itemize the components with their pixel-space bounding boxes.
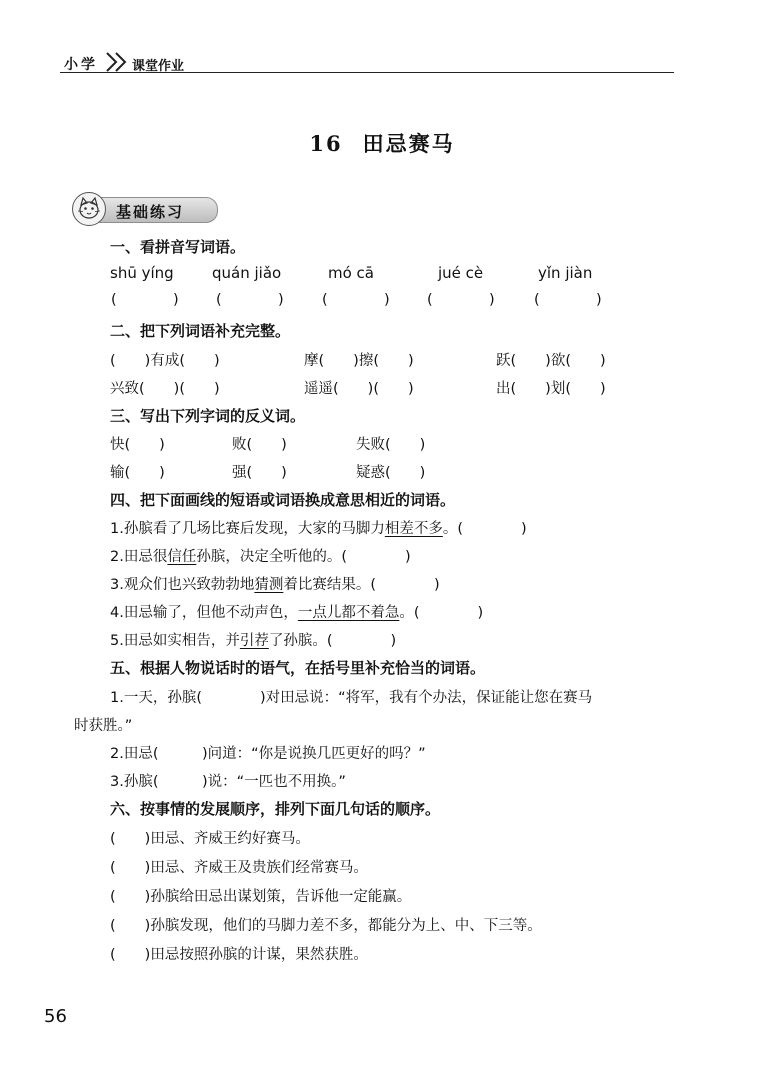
item-text: 着比赛结果。( ) (283, 577, 440, 593)
antonym-item: 强( ) (232, 465, 287, 481)
item-text: 。( ) (442, 521, 527, 537)
antonym-item: 失败( ) (356, 437, 426, 453)
order-item: ( )孙膑给田忌出谋划策，告诉他一定能赢。 (110, 889, 412, 905)
antonym-item: 疑惑( ) (356, 465, 426, 481)
lesson-number: 16 (309, 131, 343, 156)
section5-heading: 五、根据人物说话时的语气，在括号里补充恰当的词语。 (110, 659, 486, 677)
item-text: 孙膑，决定全听他的。( ) (196, 549, 411, 565)
page-number: 56 (44, 1006, 67, 1027)
answer-paren-close: ) (278, 292, 284, 308)
section1-heading: 一、看拼音写词语。 (110, 238, 246, 256)
answer-paren-open: ( (322, 292, 328, 308)
header-course: 课堂作业 (132, 59, 185, 74)
idiom-blank: ( )有成( ) (110, 353, 220, 369)
tone-item: 2.田忌( )问道：“你是说换几匹更好的吗？” (110, 746, 426, 762)
pinyin-3: mó cā (328, 264, 374, 282)
answer-paren-open: ( (216, 292, 222, 308)
section6-heading: 六、按事情的发展顺序，排列下面几句话的顺序。 (110, 800, 441, 818)
section2-heading: 二、把下列词语补充完整。 (110, 322, 291, 340)
order-item: ( )田忌、齐威王及贵族们经常赛马。 (110, 860, 368, 876)
lesson-title (0, 128, 764, 158)
answer-paren-open: ( (111, 292, 117, 308)
lesson-name: 田忌赛马 (362, 132, 455, 156)
pinyin-5: yǐn jiàn (538, 264, 593, 282)
order-item: ( )田忌按照孙膑的计谋，果然获胜。 (110, 947, 368, 963)
section4-heading: 四、把下面画线的短语或词语换成意思相近的词语。 (110, 491, 456, 509)
item-text: 1.孙膑看了几场比赛后发现，大家的马脚力 (110, 521, 385, 537)
item-text: 了孙膑。( ) (268, 633, 397, 649)
idiom-blank: 跃( )欲( ) (496, 353, 606, 369)
underlined-phrase: 一点儿都不着急 (297, 605, 400, 621)
item-text: 。( ) (399, 605, 484, 621)
header-rule (60, 72, 674, 73)
underlined-phrase: 信任 (167, 549, 197, 565)
synonym-item (110, 573, 440, 594)
double-chevron-icon (104, 50, 130, 78)
badge-label: 基础练习 (116, 203, 185, 221)
synonym-item (110, 517, 527, 538)
pinyin-2: quán jiǎo (212, 264, 282, 282)
antonym-item: 快( ) (110, 437, 165, 453)
pinyin-1: shū yíng (110, 264, 174, 282)
pinyin-4: jué cè (438, 264, 484, 282)
item-text: 5.田忌如实相告，并 (110, 633, 240, 649)
answer-paren-close: ) (489, 292, 495, 308)
answer-paren-close: ) (596, 292, 602, 308)
tone-item-continued: 时获胜。” (74, 718, 133, 734)
idiom-blank: 兴致( )( ) (110, 381, 220, 397)
section-badge (72, 192, 218, 226)
idiom-blank: 遥遥( )( ) (304, 381, 414, 397)
answer-paren-open: ( (534, 292, 540, 308)
order-item: ( )孙膑发现，他们的马脚力差不多，都能分为上、中、下三等。 (110, 918, 542, 934)
item-text: 2.田忌很 (110, 549, 168, 565)
tone-item: 1.一天，孙膑( )对田忌说：“将军，我有个办法，保证能让您在赛马 (110, 690, 593, 706)
item-text: 3.观众们也兴致勃勃地 (110, 577, 255, 593)
item-text: 4.田忌输了，但他不动声色， (110, 605, 298, 621)
cat-face-icon (72, 192, 106, 226)
answer-paren-close: ) (173, 292, 179, 308)
order-item: ( )田忌、齐威王约好赛马。 (110, 831, 310, 847)
synonym-item (110, 545, 411, 566)
answer-paren-open: ( (427, 292, 433, 308)
underlined-phrase: 引荐 (239, 633, 269, 649)
idiom-blank: 出( )划( ) (496, 381, 606, 397)
section3-heading: 三、写出下列字词的反义词。 (110, 407, 306, 425)
answer-paren-close: ) (384, 292, 390, 308)
synonym-item (110, 629, 396, 650)
underlined-phrase: 相差不多 (384, 521, 443, 537)
synonym-item (110, 601, 483, 622)
header-grade: 小学 (64, 57, 98, 73)
antonym-item: 败( ) (232, 437, 287, 453)
idiom-blank: 摩( )擦( ) (304, 353, 414, 369)
antonym-item: 输( ) (110, 465, 165, 481)
underlined-phrase: 猜测 (254, 577, 284, 593)
tone-item: 3.孙膑( )说：“一匹也不用换。” (110, 774, 346, 790)
